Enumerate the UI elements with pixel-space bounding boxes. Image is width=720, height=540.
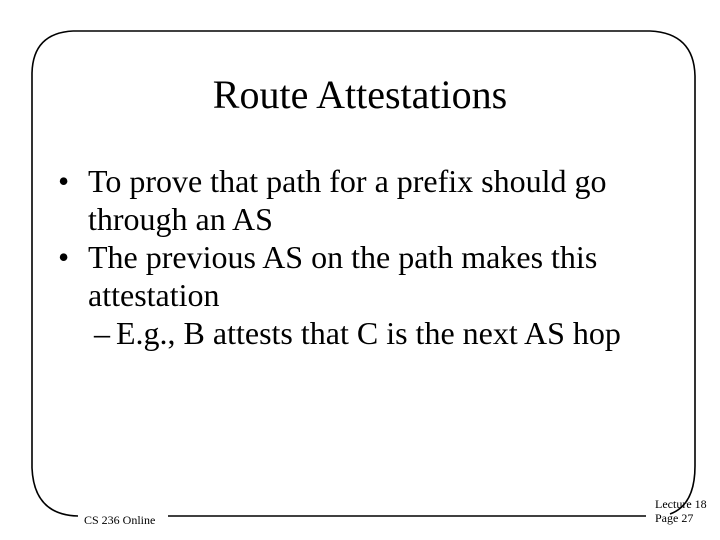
bullet-text: To prove that path for a prefix should go through an AS xyxy=(88,163,607,237)
bullet-item xyxy=(58,238,678,314)
page-number: Page 27 xyxy=(655,511,694,525)
bullet-item xyxy=(58,162,678,238)
slide-content xyxy=(58,162,678,352)
bullet-marker: • xyxy=(58,239,70,275)
lecture-number: Lecture 18 xyxy=(655,497,707,511)
course-label: CS 236 Online xyxy=(84,513,156,527)
sub-bullet-item xyxy=(58,314,678,352)
bullet-marker: • xyxy=(58,163,70,199)
slide-title: Route Attestations xyxy=(212,72,508,117)
sub-bullet-text: E.g., B attests that C is the next AS hop xyxy=(116,315,621,351)
bullet-text: The previous AS on the path makes this attestation xyxy=(88,239,598,313)
lecture-page-label xyxy=(655,497,707,525)
dash-marker: – xyxy=(94,315,110,351)
